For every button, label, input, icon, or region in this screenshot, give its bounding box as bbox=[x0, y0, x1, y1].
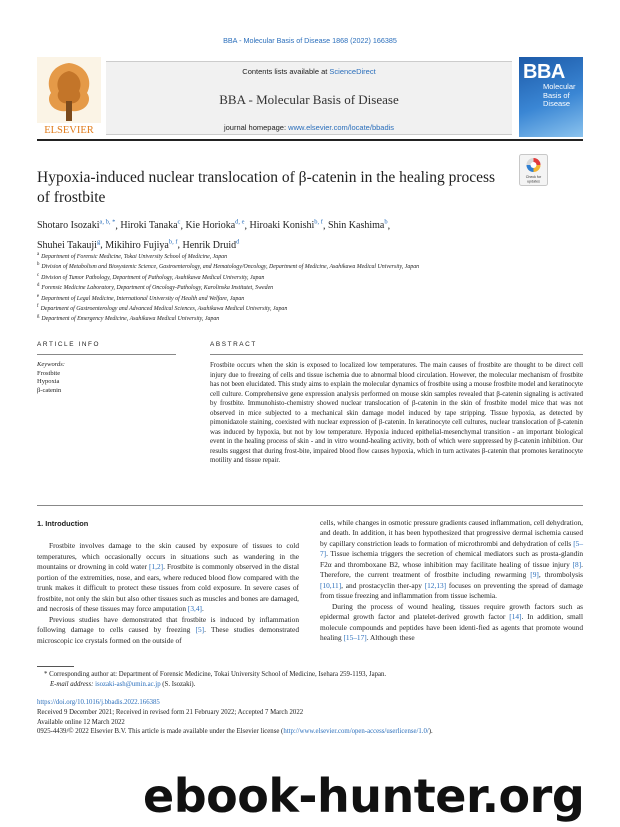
citation-link[interactable]: [1,2] bbox=[149, 562, 164, 572]
footnote-divider bbox=[37, 666, 74, 667]
citation-link[interactable]: [5] bbox=[195, 625, 205, 635]
elsevier-tree-icon bbox=[37, 57, 101, 137]
citation-link[interactable]: [12,13] bbox=[424, 580, 447, 590]
affiliation: $^c$ Division of Tumor Pathology, Department of Pathology, Asahikawa Medical University, Japan bbox=[37, 272, 265, 281]
check-updates-icon bbox=[519, 154, 548, 186]
author[interactable]: Mikihiro Fujiya$^{b, f}$ bbox=[105, 238, 178, 251]
author[interactable]: Hiroki Tanaka$^c$ bbox=[120, 219, 181, 232]
contents-line: Contents lists available at ScienceDirect bbox=[242, 67, 376, 76]
abstract bbox=[210, 341, 583, 466]
sciencedirect-link[interactable]: ScienceDirect bbox=[329, 67, 376, 76]
author[interactable]: Shin Kashima$^b$ bbox=[327, 219, 388, 232]
paragraph: Frostbite involves damage to the skin caused by exposure of tissues to cold temperatures, which occasionally occurs in situations such as wandering in the mountains or drowning in cold water [1,2]. Frostbite is commonly observed in the distal portion of the extremities, nose, and ears, where reduced blood flow compared with the trunk makes it difficult to protect these tissues from cold exposure. In severe cases of frostbite, not only the skin but also other tissues such as muscles and bones are damaged, and necrosis of these tissues may force amputation [3,4]. bbox=[37, 541, 300, 614]
journal-homepage-link[interactable]: www.elsevier.com/locate/bbadis bbox=[288, 123, 395, 132]
publisher-logo-text: ELSEVIER bbox=[44, 125, 94, 136]
header-divider bbox=[37, 139, 583, 141]
article-metadata bbox=[37, 698, 583, 737]
keyword: β-catenin bbox=[37, 386, 62, 394]
email-line: E-mail address: isozaki-ash@umin.ac.jp (S. Isozaki). bbox=[50, 680, 196, 688]
license-link[interactable]: http://www.elsevier.com/open-access/userlicense/1.0/ bbox=[283, 728, 429, 736]
affiliations bbox=[37, 251, 583, 324]
affiliation: $^g$ Department of Emergency Medicine, Asahikawa Medical University, Japan bbox=[37, 314, 220, 323]
citation-link[interactable]: [14] bbox=[509, 612, 522, 622]
keywords bbox=[37, 361, 176, 395]
citation-link[interactable]: [5–7] bbox=[320, 538, 583, 559]
watermark: ebook-hunter.org bbox=[143, 769, 585, 823]
paragraph: During the process of wound healing, tissues require growth factors such as epidermal growth factor and platelet-derived growth factor [14]. In addition, small molecule compounds and peptides have been identi-fied as agents that promote wound healing [15–17]. Although these bbox=[320, 601, 584, 642]
doi-link[interactable]: https://doi.org/10.1016/j.bbadis.2022.166385 bbox=[37, 699, 160, 706]
license-line: 0925-4439/© 2022 Elsevier B.V. This article is made available under the Elsevier license (http://www.elsevier.com/open-access/userlicense/1.0/). bbox=[37, 728, 433, 736]
journal-header bbox=[37, 57, 583, 137]
abstract-heading: ABSTRACT bbox=[210, 341, 583, 355]
author[interactable]: Shuhei Takauji$^g$ bbox=[37, 238, 101, 251]
citation-link[interactable]: [3,4] bbox=[187, 604, 202, 614]
author[interactable]: Shotaro Isozaki$^{a, b, *}$ bbox=[37, 219, 116, 232]
journal-banner bbox=[106, 61, 512, 135]
body-column-right bbox=[320, 518, 583, 643]
affiliation: $^a$ Department of Forensic Medicine, Tokai University School of Medicine, Japan bbox=[37, 252, 228, 260]
journal-citation[interactable]: BBA - Molecular Basis of Disease 1868 (2022) 166385 bbox=[223, 36, 397, 45]
section-heading-introduction: 1. Introduction bbox=[37, 519, 89, 528]
author[interactable]: Kie Horioka$^{d, e}$ bbox=[185, 219, 245, 232]
available-online: Available online 12 March 2022 bbox=[37, 718, 125, 726]
paragraph: Previous studies have demonstrated that frostbite is induced by inflammation following damage to cells caused by freezing [5]. These studies demonstrated microscopic ice crystals formed on the outside of bbox=[37, 614, 299, 645]
abstract-text: Frostbite occurs when the skin is exposed to localized low temperatures. The main causes of frostbite are thought to be direct cell injury due to freezing of cells and tissue ischemia due to abnormal blood circulation. However, the molecular mechanism of frostbite has not been elucidated. This study aims to explain the molecular dynamics of frostbite using a mouse frostbite model and keratinocyte cell culture. Comprehensive gene expression analysis performed on mouse skin samples revealed that β-catenin signaling is activated by frostbite. Immunohisto-chemistry showed nuclear translocation of β-catenin in the skin of frostbite model mice that was not observed in mice subjected to a mechanical skin damage model induced by tape stripping. Tissue hypoxia, as detected by pimonidazole staining, coexisted with nuclear expression of β-catenin. In keratinocyte cell cultures, nuclear translocation of β-catenin was induced by hypoxia, but not by low temperature. Hypoxia induced epithelial-mesenchymal transition - an important biological event in the healing process of skin - and in vitro wound-healing activity, both of which were suppressed by β-catenin inhibition. Our results suggest that during frost-bite, impaired blood flow causes hypoxia, which in turn activates β-catenin that promotes keratinocyte motility and tissue repair. bbox=[210, 362, 583, 464]
affiliation: $^f$ Department of Gastroenterology and Advanced Medical Sciences, Asahikawa Medical University, Japan bbox=[37, 303, 288, 312]
body-column-left bbox=[37, 518, 299, 646]
section-divider bbox=[37, 505, 583, 506]
journal-name: BBA - Molecular Basis of Disease bbox=[219, 92, 399, 107]
received-dates: Received 9 December 2021; Received in revised form 21 February 2022; Accepted 7 March 2022 bbox=[37, 708, 304, 716]
citation-link[interactable]: [8] bbox=[572, 559, 582, 569]
svg-text:Check for: Check for bbox=[525, 175, 542, 179]
svg-text:updates: updates bbox=[527, 179, 540, 184]
footnotes bbox=[37, 670, 583, 690]
cover-title: BBA bbox=[523, 61, 565, 83]
article-title: Hypoxia-induced nuclear translocation of β-catenin in the healing process of frostbite bbox=[37, 169, 496, 206]
affiliation: $^e$ Department of Legal Medicine, International University of Health and Welfare, Japan bbox=[37, 293, 245, 302]
cover-subtitle: Molecular Basis of Disease bbox=[543, 82, 576, 108]
paragraph: cells, while changes in osmotic pressure gradients caused inflammation, cell dehydration, and death. In addition, it has been hypothesized that progressive dermal ischemia caused by capillary constriction leads to formation of microthrombi and dehydration of cells [5–7]. Tissue ischemia triggers the secretion of chemical mediators such as prosta-glandin F2α and thromboxane B2, whose inhibition may facilitate healing of tissue injury [8]. Therefore, the current treatment of frostbite including rewarming [9], thrombolysis [10,11], and prostacyclin ther-apy [12,13] focuses on preventing the spread of damage from tissue freezing and inflammation from tissue ischemia. bbox=[320, 518, 583, 601]
article-info-heading: ARTICLE INFO bbox=[37, 341, 176, 355]
corresponding-author-note: * Corresponding author at: Department of Forensic Medicine, Tokai University School of Medicine, Isehara 259-1193, Japan. bbox=[44, 671, 387, 678]
affiliation: $^b$ Division of Metabolism and Biosystemic Science, Gastroenterology, and Hematology/Oncology, Department of Medicine, Asahikawa Medical University, Japan bbox=[37, 262, 420, 271]
email-link[interactable]: isozaki-ash@umin.ac.jp bbox=[95, 680, 161, 688]
affiliation: $^d$ Forensic Medicine Laboratory, Department of Oncology-Pathology, Karolinska Institutet, Sweden bbox=[37, 283, 274, 292]
elsevier-logo[interactable] bbox=[37, 57, 101, 137]
author[interactable]: Hiroaki Konishi$^{b, f}$ bbox=[249, 219, 323, 232]
homepage-line: journal homepage: www.elsevier.com/locate/bbadis bbox=[223, 123, 395, 132]
keywords-label: Keywords: bbox=[37, 361, 65, 368]
citation-link[interactable]: [15–17] bbox=[343, 632, 367, 642]
citation-link[interactable]: [9] bbox=[530, 570, 539, 580]
keyword: Hypoxia bbox=[37, 378, 60, 386]
journal-cover-image[interactable] bbox=[519, 57, 583, 137]
article-info bbox=[37, 341, 176, 395]
keyword: Frostbite bbox=[37, 369, 61, 377]
author-list: Shotaro Isozaki$^{a, b, *}$, Hiroki Tanaka$^c$, Kie Horioka$^{d, e}$, Hiroaki Konishi$^{b, f}$, Shin Kashima$^b$, Shuhei Takauji$^g$, Mikihiro Fujiya$^{b, f}$, Henrik Druid$^d$ bbox=[37, 219, 391, 251]
author[interactable]: Henrik Druid$^d$ bbox=[182, 238, 240, 251]
check-for-updates-button[interactable] bbox=[519, 154, 548, 186]
citation-link[interactable]: [10,11] bbox=[320, 580, 342, 590]
